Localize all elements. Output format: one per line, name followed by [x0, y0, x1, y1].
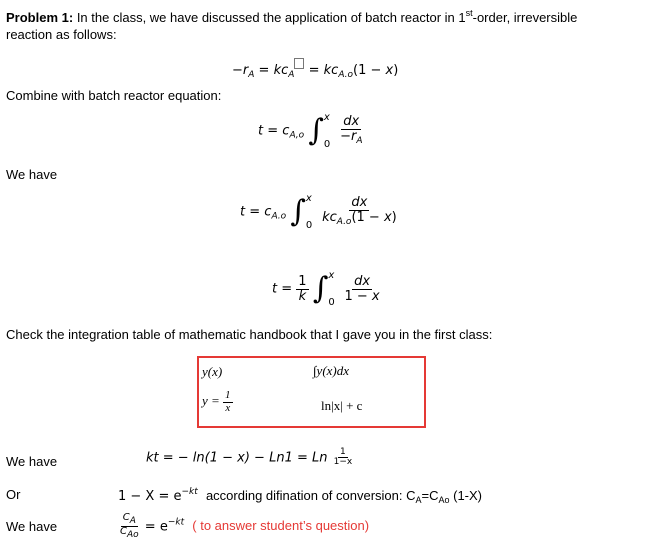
placeholder-box-icon [294, 58, 304, 69]
conversion-exp: −kt [181, 487, 198, 497]
check-label: Check the integration table of mathematic handbook that I gave you in the first class: [6, 327, 493, 342]
final-eq: = e [144, 519, 168, 535]
final-num-sub: A [129, 516, 136, 526]
kt-line: kt = − ln(1 − x) − Ln1 = Ln [146, 450, 328, 466]
intro-part-b: -order, irreversible [472, 10, 578, 25]
table-row-result: ln|x| + c [321, 398, 363, 413]
integral-substituted-equation: $t = c_{A.o}$ ∫ x 0 $\frac{dx}{kc_{A.o}(1 - x)}$ [240, 193, 397, 231]
intro-line-2: reaction as follows: [6, 27, 117, 42]
problem-intro [6, 8, 577, 25]
integral-icon: ∫ [312, 271, 329, 306]
conversion-equation [118, 487, 482, 505]
we-have-label-2: We have [6, 454, 58, 469]
kt-equation [146, 448, 354, 468]
final-note: ( to answer student’s question) [192, 518, 370, 534]
table-row-num: 1 [225, 389, 231, 401]
combine-label: Combine with batch reactor equation: [6, 88, 222, 103]
conversion-text-b: =C [421, 488, 439, 503]
highlight-box [197, 356, 426, 428]
we-have-label-3: We have [6, 519, 58, 534]
conversion-sub: A [415, 495, 422, 505]
conversion-eq: 1 − X = e [118, 489, 182, 504]
we-have-label-1: We have [6, 167, 58, 182]
simplified-integral-equation: t = $\frac{1}{k}$ ∫ x 0 $\frac{dx}{1 - x}$ [272, 270, 380, 308]
integral-icon: ∫ [290, 194, 306, 229]
intro-sup: st [465, 8, 473, 18]
final-den: C [120, 526, 127, 538]
intro-text [77, 10, 578, 25]
final-exp: −kt [167, 517, 185, 528]
kt-num: 1 [340, 447, 346, 457]
conversion-text-c: (1-X) [449, 488, 483, 503]
final-den-sub: Ao [126, 530, 139, 541]
conversion-sub-2: Ao [438, 495, 450, 505]
or-label: Or [6, 487, 21, 502]
intro-part-a: In the class, we have discussed the application of batch reactor in 1 [76, 10, 466, 25]
table-col2-header: ∫y(x)dx [313, 363, 350, 378]
final-num: C [122, 512, 130, 523]
rate-law-equation: $-r_A = kc_A = kc_{A.o}(1 - x)$ [232, 58, 398, 80]
table-col1-header: y(x) [202, 364, 223, 379]
final-equation [118, 513, 369, 541]
table-row-y: y = [202, 393, 220, 409]
batch-reactor-equation: $t = c_{A,o}$ ∫ x 0 $\frac{dx}{-r_A}$ [258, 112, 363, 150]
integral-icon: ∫ [308, 113, 324, 148]
conversion-text: according difination of conversion: C [205, 488, 416, 503]
kt-den: 1−x [333, 457, 353, 468]
table-row-den: x [225, 401, 231, 414]
problem-heading: Problem 1: [6, 10, 74, 25]
